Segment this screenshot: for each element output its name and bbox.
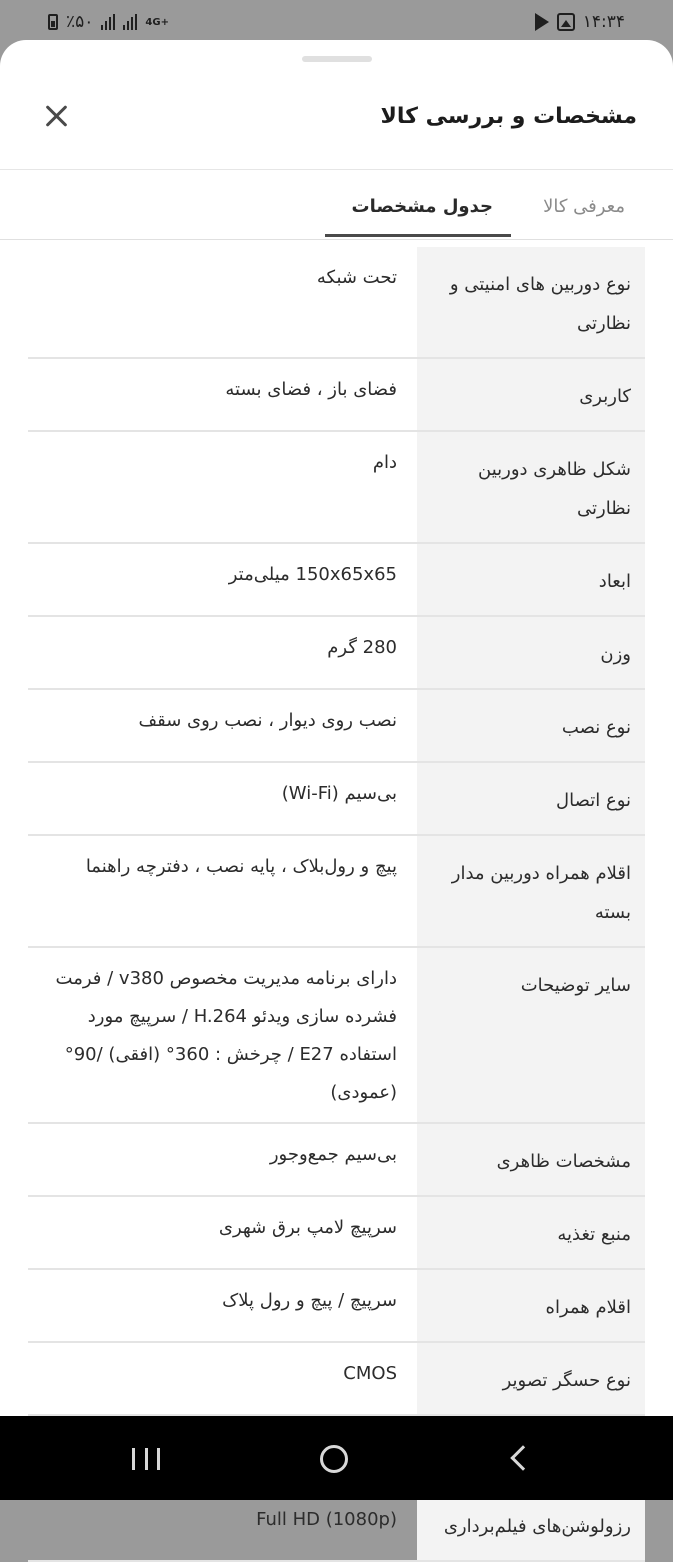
drag-handle[interactable] bbox=[302, 56, 372, 62]
battery-icon bbox=[48, 14, 58, 30]
image-icon bbox=[557, 13, 575, 31]
table-row bbox=[28, 763, 645, 836]
spec-key: سایر توضیحات bbox=[417, 948, 645, 1122]
spec-value: Full HD (1080p) bbox=[256, 1509, 397, 1530]
table-row bbox=[28, 690, 645, 763]
back-icon[interactable] bbox=[510, 1445, 535, 1470]
spec-key: نوع اتصال bbox=[417, 763, 645, 834]
table-row bbox=[28, 247, 645, 359]
spec-value: بی‌سیم (Wi-Fi) bbox=[281, 783, 397, 804]
table-row bbox=[28, 617, 645, 690]
home-icon[interactable] bbox=[320, 1445, 348, 1473]
signal-icon-2 bbox=[123, 14, 137, 30]
spec-value: بی‌سیم جمع‌وجور bbox=[269, 1144, 397, 1165]
network-type: 4G+ bbox=[145, 16, 169, 28]
status-right bbox=[535, 12, 625, 32]
spec-value: 280 گرم bbox=[327, 637, 397, 658]
spec-value: سرپیچ لامپ برق شهری bbox=[218, 1217, 397, 1238]
spec-value: تحت شبکه bbox=[316, 267, 397, 288]
spec-value: دام bbox=[372, 452, 397, 473]
spec-key: مشخصات ظاهری bbox=[417, 1124, 645, 1195]
play-store-icon bbox=[535, 13, 549, 31]
spec-key: وزن bbox=[417, 617, 645, 688]
table-row bbox=[28, 836, 645, 948]
status-left bbox=[48, 12, 169, 32]
table-row bbox=[28, 432, 645, 544]
spec-key: کاربری bbox=[417, 359, 645, 430]
spec-value: نصب روی دیوار ، نصب روی سقف bbox=[138, 710, 397, 731]
battery-level: ٪۵۰ bbox=[66, 12, 94, 32]
spec-value: پیچ و رول‌بلاک ، پایه نصب ، دفترچه راهنما bbox=[85, 856, 397, 877]
spec-key: شکل ظاهری دوربین نظارتی bbox=[417, 432, 645, 542]
spec-key: اقلام همراه دوربین مدار بسته bbox=[417, 836, 645, 946]
navigation-bar bbox=[0, 1416, 673, 1500]
spec-value: فضای باز ، فضای بسته bbox=[225, 379, 397, 400]
spec-key: رزولوشن‌های فیلم‌برداری bbox=[417, 1489, 645, 1560]
spec-key: نوع نصب bbox=[417, 690, 645, 761]
spec-key: نوع دوربین های امنیتی و نظارتی bbox=[417, 247, 645, 357]
spec-key: منبع تغذیه bbox=[417, 1197, 645, 1268]
close-icon[interactable] bbox=[40, 100, 72, 132]
status-time: ۱۴:۳۴ bbox=[582, 12, 625, 32]
sheet-header bbox=[0, 80, 673, 170]
spec-value: CMOS bbox=[343, 1363, 397, 1384]
table-row bbox=[28, 544, 645, 617]
tab-bar bbox=[0, 170, 673, 240]
signal-icon bbox=[101, 14, 115, 30]
table-row bbox=[28, 1124, 645, 1197]
recent-apps-icon[interactable] bbox=[132, 1448, 160, 1470]
spec-key: نوع حسگر تصویر bbox=[417, 1343, 645, 1414]
spec-value: سرپیچ / پیچ و رول پلاک bbox=[222, 1290, 397, 1311]
spec-value: دارای برنامه مدیریت مخصوص v380 / فرمت فشرده سازی ویدئو H.264 / سرپیچ مورد استفاده E27 / چرخش : 360° (افقی) /90° (عمودی) bbox=[55, 968, 397, 1103]
table-row bbox=[28, 948, 645, 1124]
bottom-sheet bbox=[0, 40, 673, 1537]
active-tab-indicator bbox=[325, 234, 511, 237]
spec-table bbox=[28, 247, 645, 1562]
sheet-title: مشخصات و بررسی کالا bbox=[380, 104, 637, 129]
tab-product-intro[interactable]: معرفی کالا bbox=[543, 196, 625, 217]
spec-key: اقلام همراه bbox=[417, 1270, 645, 1341]
spec-value: 150x65x65 میلی‌متر bbox=[228, 564, 397, 585]
table-row bbox=[28, 1197, 645, 1270]
table-row bbox=[28, 1270, 645, 1343]
spec-key: ابعاد bbox=[417, 544, 645, 615]
tab-specifications[interactable]: جدول مشخصات bbox=[351, 196, 493, 217]
table-row bbox=[28, 359, 645, 432]
table-row bbox=[28, 1343, 645, 1416]
status-bar bbox=[0, 0, 673, 44]
